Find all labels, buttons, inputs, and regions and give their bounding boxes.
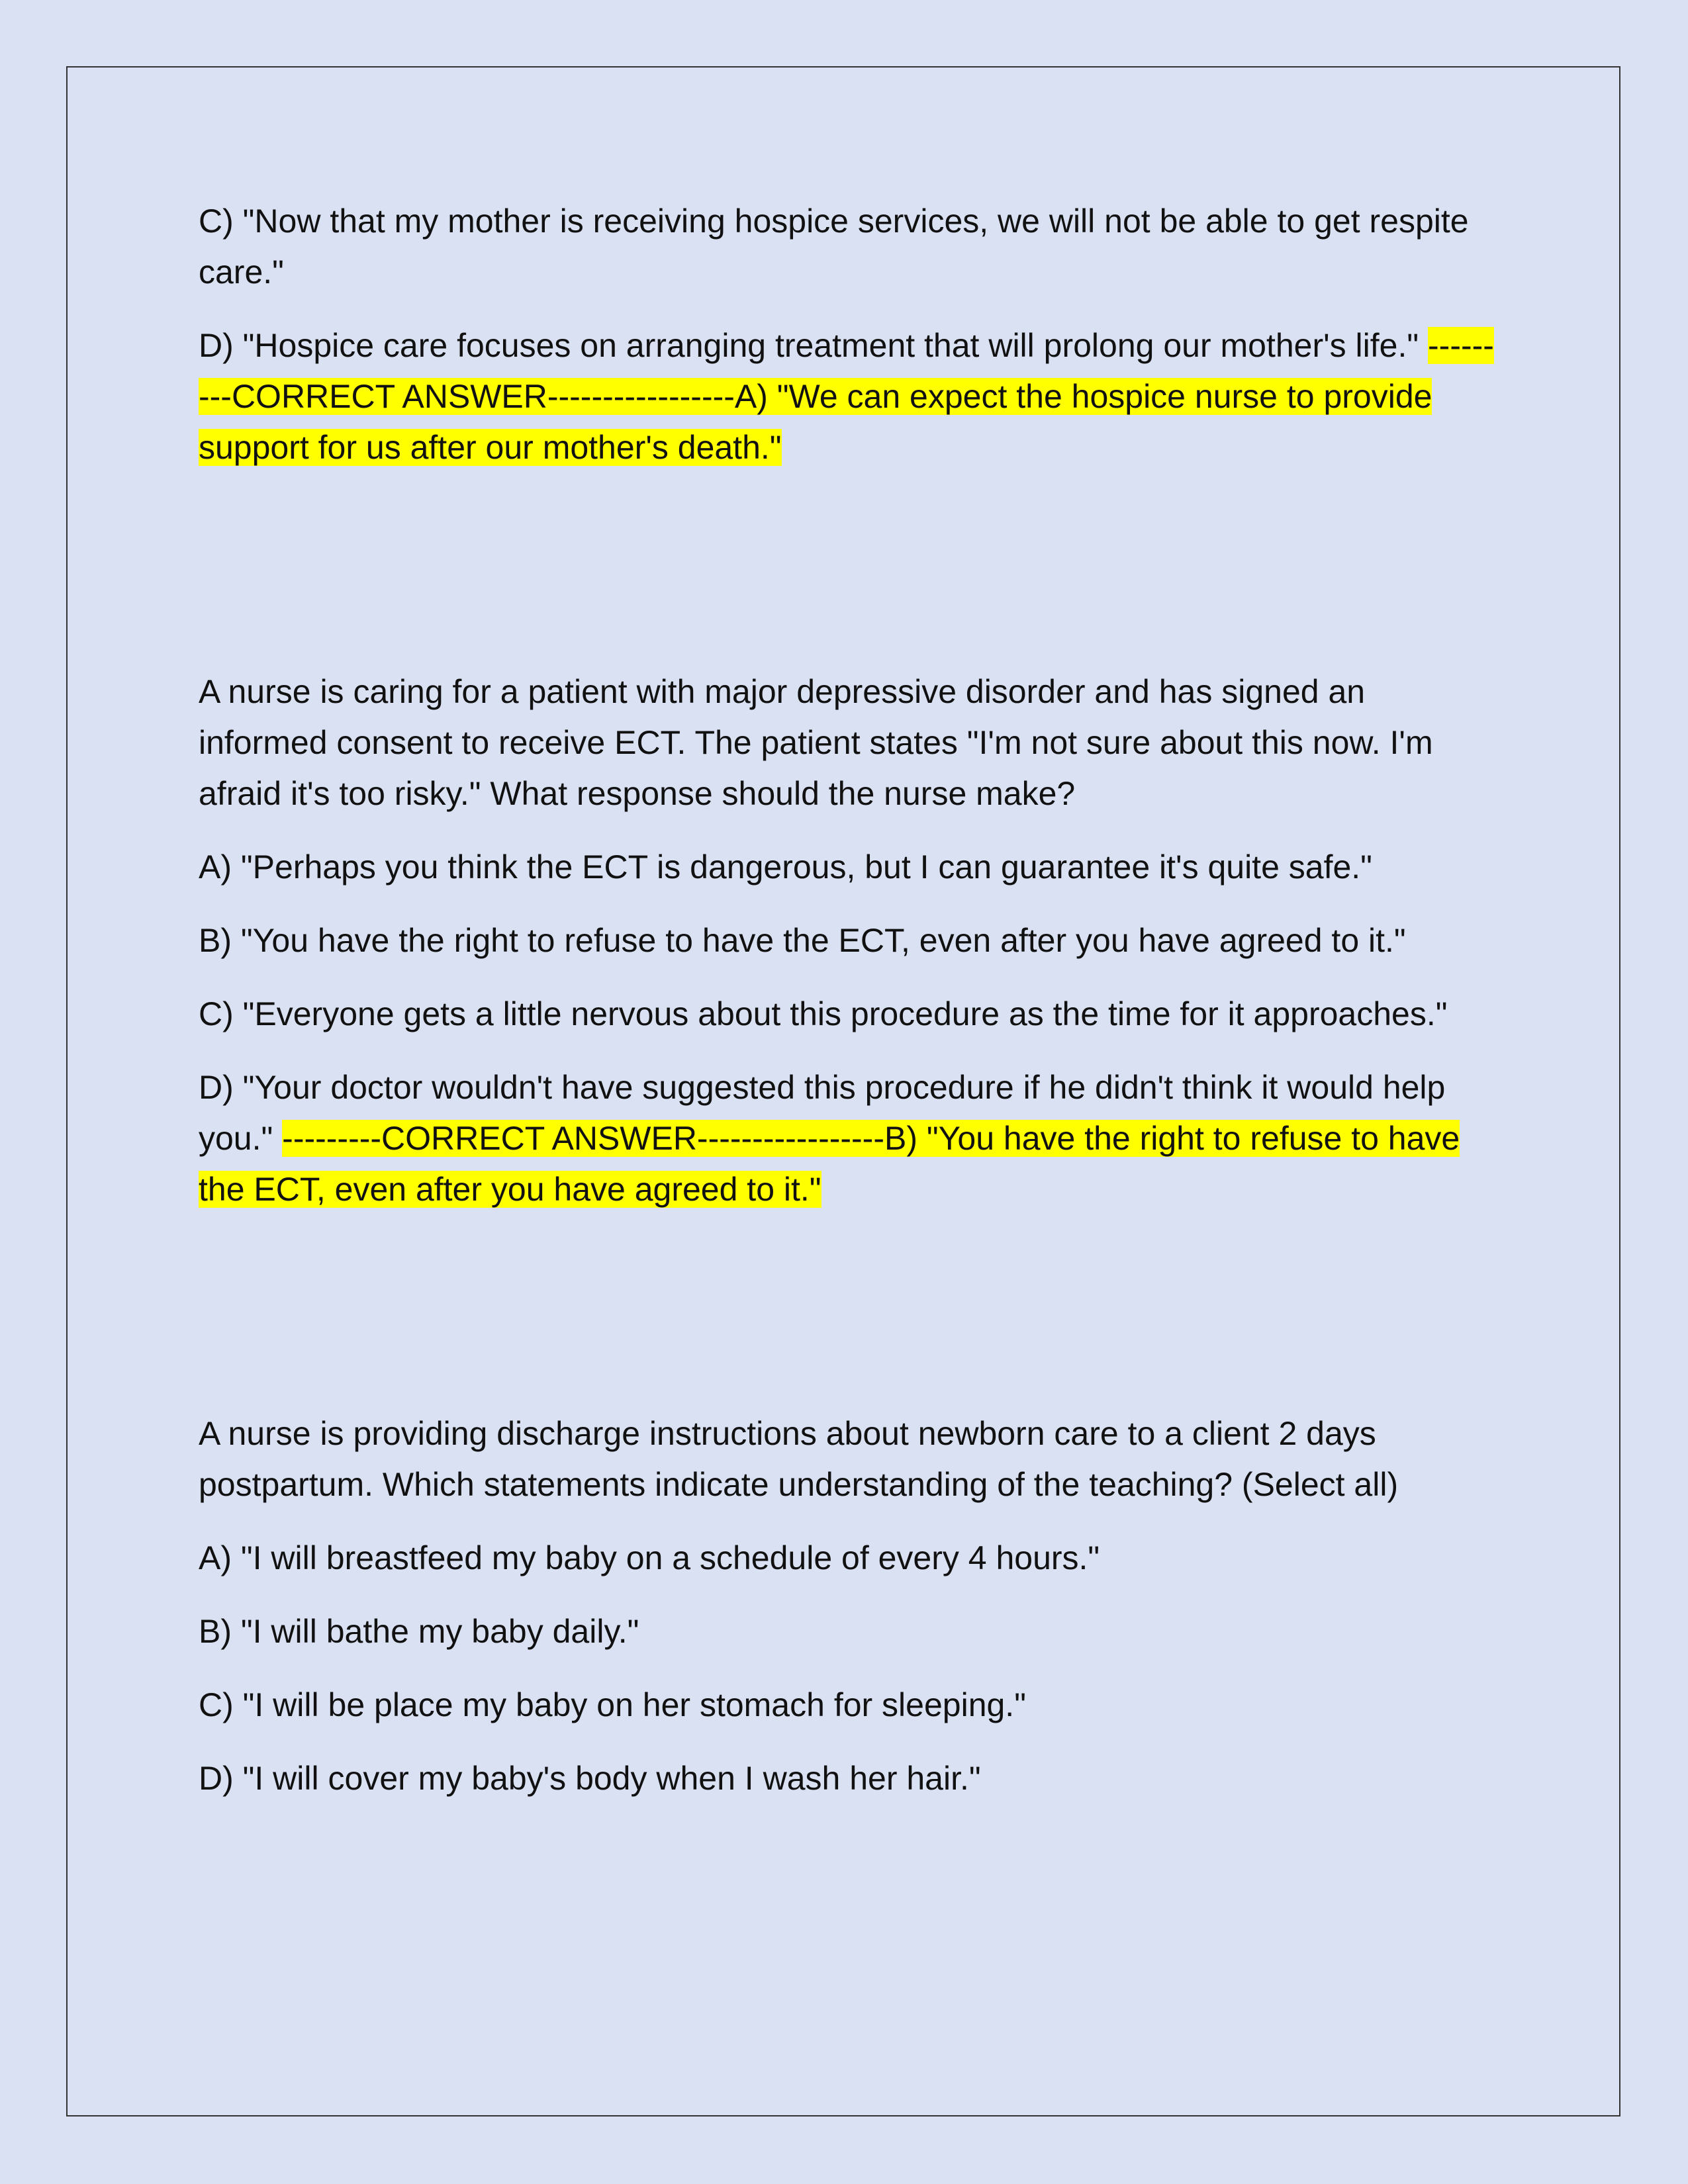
q2-correct-answer: ---------CORRECT ANSWER-----------------B) "You have the right to refuse to have the ECT, even after you have agreed to it." (199, 1120, 1460, 1208)
q1-correct-answer: ---------CORRECT ANSWER-----------------A) "We can expect the hospice nurse to provide support for us after our mother's death." (199, 327, 1494, 466)
q3-option-a: A) "I will breastfeed my baby on a schedule of every 4 hours." (199, 1539, 1100, 1576)
q2-option-c: C) "Everyone gets a little nervous about this procedure as the time for it approaches." (199, 995, 1448, 1032)
q1-option-c: C) "Now that my mother is receiving hospice services, we will not be able to get respite care." (199, 203, 1469, 291)
question-gap (199, 1238, 1496, 1408)
q2-option-d-with-answer (199, 1062, 1496, 1215)
q1-option-d: D) "Hospice care focuses on arranging treatment that will prolong our mother's life." (199, 327, 1419, 364)
q2-option-a: A) "Perhaps you think the ECT is dangerous, but I can guarantee it's quite safe." (199, 848, 1372, 886)
q2-option-d: D) "Your doctor wouldn't have suggested this procedure if he didn't think it would help you." (199, 1069, 1446, 1157)
q3-option-b: B) "I will bathe my baby daily." (199, 1613, 639, 1650)
q3-stem: A nurse is providing discharge instructions about newborn care to a client 2 days postpartum. Which statements indicate understanding of the teaching? (Select all) (199, 1415, 1399, 1503)
q3-option-c: C) "I will be place my baby on her stomach for sleeping." (199, 1686, 1026, 1723)
q3-option-d: D) "I will cover my baby's body when I wash her hair." (199, 1760, 981, 1797)
document-content (199, 196, 1496, 1827)
q2-option-b: B) "You have the right to refuse to have the ECT, even after you have agreed to it." (199, 922, 1406, 959)
question-gap (199, 496, 1496, 666)
q1-option-d-with-answer (199, 320, 1496, 473)
q2-stem: A nurse is caring for a patient with major depressive disorder and has signed an informed consent to receive ECT. The patient states "I'm not sure about this now. I'm afraid it's too risky." What response should the nurse make? (199, 673, 1433, 812)
